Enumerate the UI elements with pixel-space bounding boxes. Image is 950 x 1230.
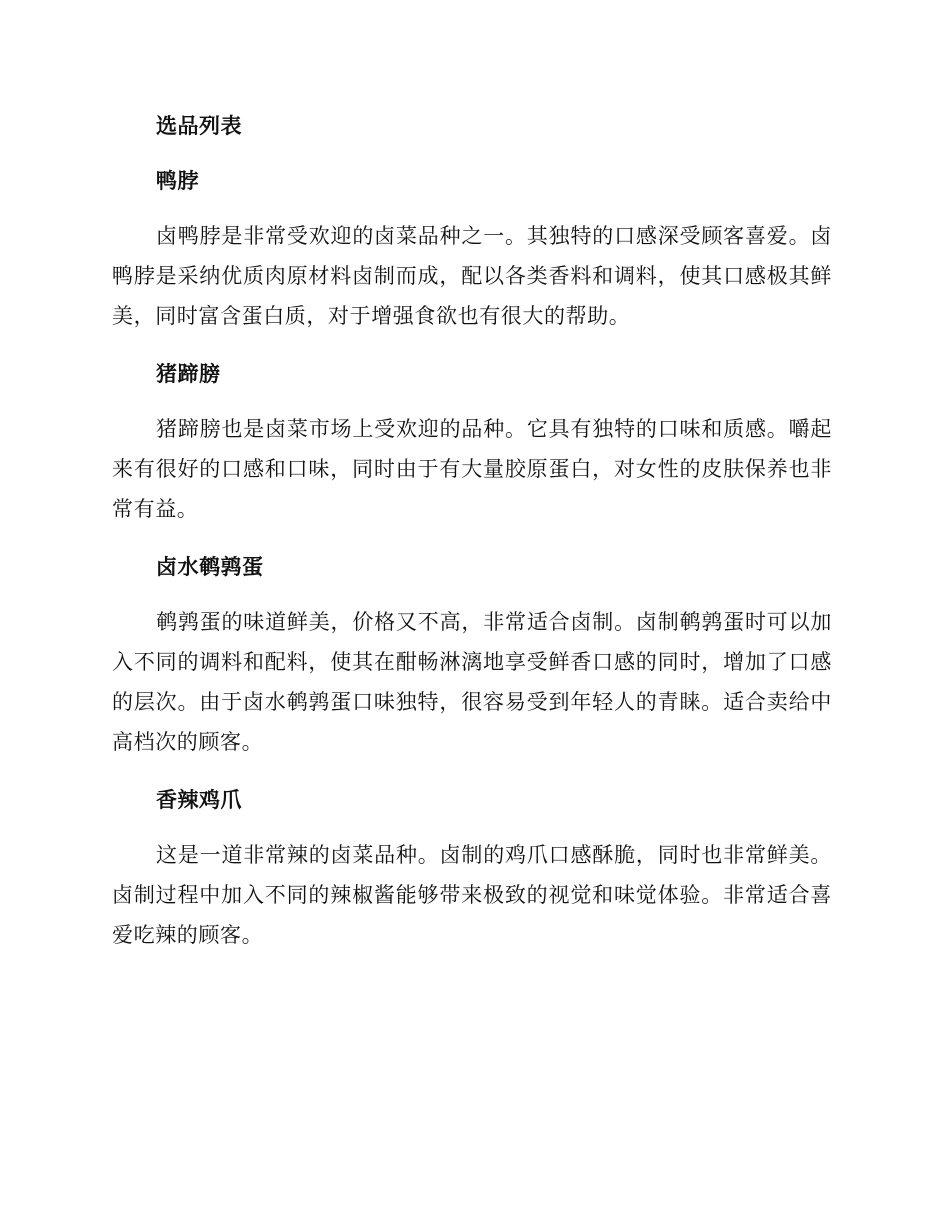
section-heading: 猪蹄膀 <box>156 362 221 386</box>
section-pork-knuckle <box>112 356 832 529</box>
section-body: 猪蹄膀也是卤菜市场上受欢迎的品种。它具有独特的口味和质感。嚼起来有很好的口感和口味，同时由于有大量胶原蛋白，对女性的皮肤保养也非常有益。 <box>112 417 832 521</box>
section-heading: 鸭脖 <box>156 169 199 193</box>
section-body: 鹌鹑蛋的味道鲜美，价格又不高，非常适合卤制。卤制鹌鹑蛋时可以加入不同的调料和配料，使其在酣畅淋漓地享受鲜香口感的同时，增加了口感的层次。由于卤水鹌鹑蛋口味独特，很容易受到年轻人的青睐。适合卖给中高档次的顾客。 <box>112 610 832 754</box>
section-quail-eggs <box>112 549 832 762</box>
section-heading: 香辣鸡爪 <box>156 788 242 812</box>
document-page <box>112 108 832 975</box>
section-body: 这是一道非常辣的卤菜品种。卤制的鸡爪口感酥脆，同时也非常鲜美。卤制过程中加入不同的辣椒酱能够带来极致的视觉和味觉体验。非常适合喜爱吃辣的顾客。 <box>112 843 832 947</box>
section-duck-neck <box>112 163 832 336</box>
section-heading: 卤水鹌鹑蛋 <box>156 555 264 579</box>
document-title: 选品列表 <box>156 114 242 138</box>
section-body: 卤鸭脖是非常受欢迎的卤菜品种之一。其独特的口感深受顾客喜爱。卤鸭脖是采纳优质肉原材料卤制而成，配以各类香料和调料，使其口感极其鲜美，同时富含蛋白质，对于增强食欲也有很大的帮助。 <box>112 224 832 328</box>
section-spicy-chicken-feet <box>112 782 832 955</box>
